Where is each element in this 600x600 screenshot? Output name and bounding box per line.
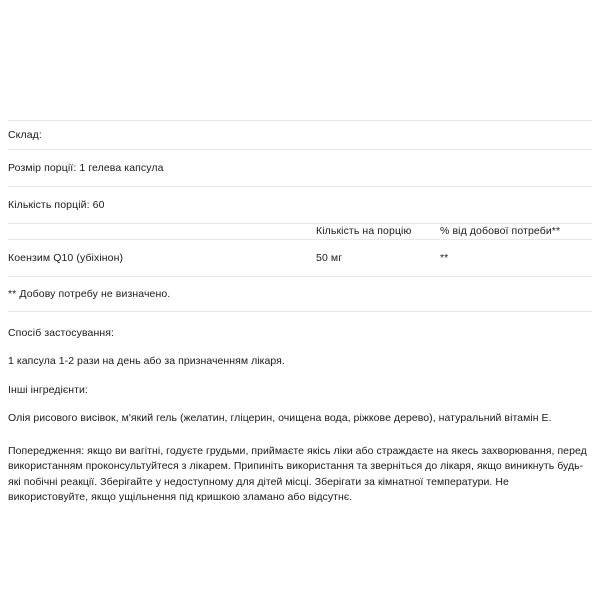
column-header-nutrient [8,224,316,239]
directions-label: Спосіб застосування: [8,327,115,339]
nutrient-amount: 50 мг [316,252,343,264]
daily-value-footnote: ** Добову потребу не визначено. [8,288,171,300]
other-ingredients-text: Олія рисового висівок, м'який гель (желатин, гліцерин, очищена вода, ріжкове дерево), натуральний вітамін Е. [8,412,552,424]
warning-text: Попередження: якщо ви вагітні, годуєте грудьми, приймаєте якісь ліки або страждаєте на якесь захворювання, перед використанням проконсультуйтеся з лікарем. Припиніть використання та зверніться до лікаря, якщо виникнуть будь-які побічні реакції. Зберігайте у недоступному для дітей місці. Зберігати за кімнатної температури. Не використовуйте, якщо ущільнення під кришкою зламано або відсутнє. [8,444,587,503]
nutrient-name: Коензим Q10 (убіхінон) [8,252,124,264]
supplement-facts-table [8,224,592,239]
column-header-daily-value: % від добової потреби** [440,225,561,237]
supplement-facts-heading: Склад: [8,129,42,141]
column-header-amount-per-serving: Кількість на порцію [316,225,412,237]
table-row [8,240,592,276]
serving-size-row: Розмір порції: 1 гелева капсула [8,162,164,174]
supplement-facts-body [8,240,592,276]
other-ingredients-label: Інші інгредієнти: [8,383,88,396]
table-head [8,224,592,239]
nutrient-daily-value: ** [440,252,449,264]
table-body [8,240,592,276]
top-spacer [8,0,592,120]
servings-per-container-row: Кількість порцій: 60 [8,199,105,211]
directions-text: 1 капсула 1-2 рази на день або за призначенням лікаря. [8,355,285,367]
table-header-row [8,224,592,239]
